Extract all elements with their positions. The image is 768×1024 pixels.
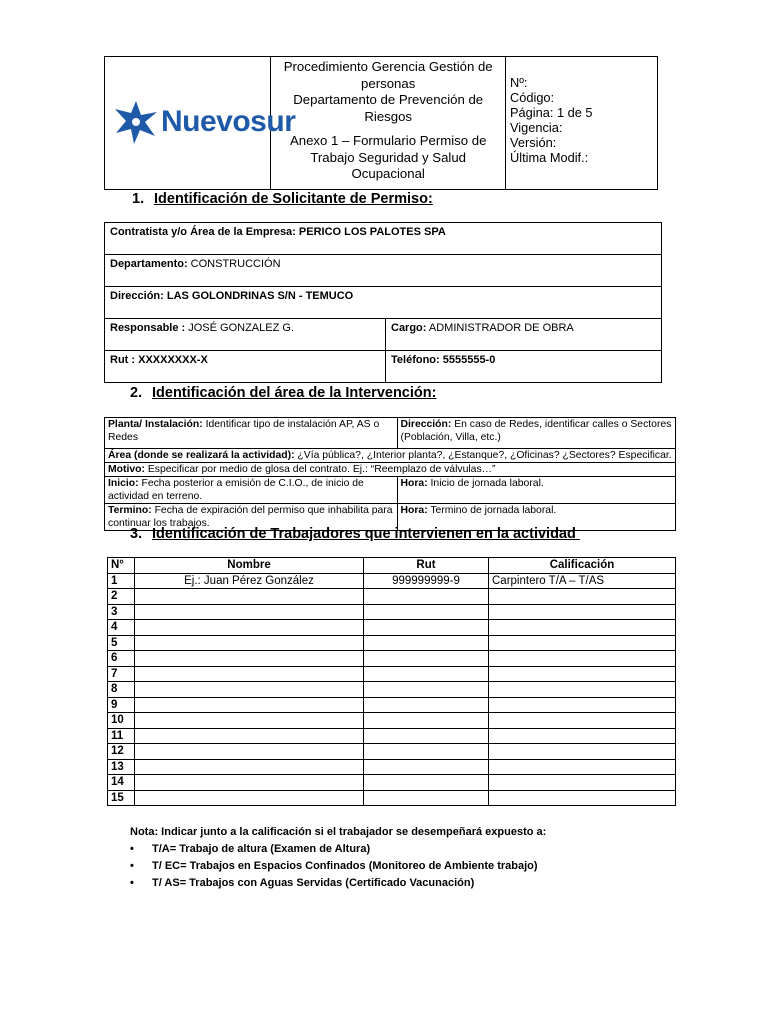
contratista-cell[interactable] [105, 223, 662, 255]
document-meta [506, 57, 658, 190]
row-nombre[interactable] [135, 589, 364, 605]
row-numero: 15 [108, 790, 135, 806]
row-nombre[interactable] [135, 604, 364, 620]
row-calificacion[interactable] [489, 682, 676, 698]
motivo-label: Motivo: [108, 464, 145, 475]
responsable-cell[interactable] [105, 319, 386, 351]
nota-item: • T/A= Trabajo de altura (Examen de Altura) [130, 841, 546, 858]
row-calificacion[interactable] [489, 666, 676, 682]
row-calificacion[interactable] [489, 728, 676, 744]
rut-label: Rut : XXXXXXXX-X [110, 354, 208, 366]
contratista-label: Contratista y/o Área de la Empresa: PERICO LOS PALOTES SPA [110, 226, 446, 238]
meta-version: Versión: [510, 135, 557, 150]
section-title-text: Identificación de Trabajadores que intervienen en la actividad [152, 526, 576, 542]
row-nombre[interactable] [135, 744, 364, 760]
section-number: 2. [130, 385, 143, 401]
title-line: Procedimiento Gerencia Gestión de [283, 59, 493, 74]
row-numero: 4 [108, 620, 135, 636]
table-row [108, 651, 676, 667]
title-line: personas [361, 75, 416, 91]
row-nombre[interactable] [135, 697, 364, 713]
row-calificacion[interactable] [489, 697, 676, 713]
table-row [108, 635, 676, 651]
row-nombre[interactable] [135, 790, 364, 806]
row-nombre[interactable] [135, 713, 364, 729]
motivo-value: Especificar por medio de glosa del contrato. Ej.: “Reemplazo de válvulas…” [144, 464, 496, 475]
table-row [108, 759, 676, 775]
meta-ultima-modif: Última Modif.: [510, 150, 589, 165]
area-label: Área (donde se realizará la actividad): [108, 450, 295, 461]
row-numero: 7 [108, 666, 135, 682]
row-numero: 3 [108, 604, 135, 620]
trabajadores-table [107, 557, 676, 806]
table-row [108, 666, 676, 682]
row-nombre[interactable] [135, 775, 364, 791]
document-header [104, 56, 658, 190]
section1-title [132, 191, 433, 207]
row-calificacion[interactable] [489, 620, 676, 636]
responsable-label: Responsable : [110, 322, 186, 334]
direccion-area-label: Dirección: [400, 419, 452, 430]
row-calificacion[interactable] [489, 604, 676, 620]
hora-termino-label: Hora: [400, 505, 428, 516]
row-nombre[interactable] [135, 682, 364, 698]
row-rut[interactable] [364, 790, 489, 806]
row-nombre[interactable] [135, 651, 364, 667]
table-row [108, 620, 676, 636]
row-numero: 1 [108, 573, 135, 589]
row-numero: 9 [108, 697, 135, 713]
hora-termino-value: Termino de jornada laboral. [427, 505, 557, 516]
column-header-rut: Rut [364, 558, 489, 574]
nota-item: • T/ AS= Trabajos con Aguas Servidas (Certificado Vacunación) [130, 875, 546, 892]
direccion-label: Dirección: LAS GOLONDRINAS S/N - TEMUCO [110, 290, 354, 302]
row-calificacion[interactable] [489, 790, 676, 806]
table-row [108, 697, 676, 713]
row-rut[interactable] [364, 759, 489, 775]
table-row [108, 682, 676, 698]
termino-value: Fecha de expiración del permiso que inhabilita para continuar los trabajos. [108, 505, 393, 529]
row-numero: 14 [108, 775, 135, 791]
row-rut[interactable] [364, 744, 489, 760]
document-title [271, 57, 506, 190]
table-row [108, 589, 676, 605]
title-line: Departamento de Prevención de [293, 92, 484, 107]
row-calificacion[interactable] [489, 759, 676, 775]
nota-intro: Nota: Indicar junto a la calificación si el trabajador se desempeñará expuesto a: [130, 826, 547, 838]
row-rut[interactable] [364, 682, 489, 698]
inicio-value: Fecha posterior a emisión de C.I.O., de inicio de actividad en terreno. [108, 478, 364, 502]
hora-inicio-value: Inicio de jornada laboral. [427, 478, 544, 489]
logo-text: Nuevosur [161, 105, 296, 138]
section-title-text: Identificación del área de la Intervención: [152, 385, 437, 401]
nota-list [130, 841, 546, 892]
row-calificacion[interactable] [489, 589, 676, 605]
departamento-label: Departamento: [110, 258, 188, 270]
responsable-value: JOSÉ GONZALEZ G. [185, 322, 294, 334]
rut-cell[interactable] [105, 351, 386, 383]
inicio-label: Inicio: [108, 478, 139, 489]
row-rut[interactable] [364, 697, 489, 713]
hora-inicio-cell[interactable] [397, 477, 675, 504]
solicitante-table [104, 222, 662, 383]
section-number: 3. [130, 526, 143, 542]
planta-value: Identificar tipo de instalación AP, AS o Redes [108, 419, 380, 443]
termino-label: Termino: [108, 505, 152, 516]
row-calificacion[interactable]: Carpintero T/A – T/AS [489, 573, 676, 589]
row-numero: 2 [108, 589, 135, 605]
section2-title [130, 385, 436, 401]
cargo-value: ADMINISTRADOR DE OBRA [426, 322, 574, 334]
title-line: Trabajo Seguridad y Salud [310, 149, 467, 165]
row-rut[interactable] [364, 728, 489, 744]
row-calificacion[interactable] [489, 713, 676, 729]
table-row [108, 573, 676, 589]
title-line: Riesgos [364, 108, 413, 124]
title-line: Ocupacional [351, 166, 425, 181]
meta-codigo: Código: [510, 90, 555, 105]
row-rut[interactable] [364, 635, 489, 651]
row-rut[interactable] [364, 620, 489, 636]
row-rut[interactable] [364, 589, 489, 605]
row-calificacion[interactable] [489, 775, 676, 791]
row-nombre[interactable] [135, 620, 364, 636]
direccion-area-cell[interactable] [397, 418, 675, 449]
row-numero: 13 [108, 759, 135, 775]
column-header-numero: N° [108, 558, 135, 574]
row-numero: 12 [108, 744, 135, 760]
star-icon [113, 99, 159, 145]
row-calificacion[interactable] [489, 635, 676, 651]
row-rut[interactable] [364, 775, 489, 791]
title-line: Anexo 1 – Formulario Permiso de [289, 133, 487, 148]
row-rut[interactable] [364, 604, 489, 620]
column-header-nombre: Nombre [135, 558, 364, 574]
row-numero: 5 [108, 635, 135, 651]
table-row [108, 728, 676, 744]
row-numero: 8 [108, 682, 135, 698]
nota [130, 824, 546, 892]
logo-cell [105, 57, 296, 190]
meta-vigencia: Vigencia: [510, 120, 563, 135]
table-row [108, 744, 676, 760]
row-nombre[interactable] [135, 759, 364, 775]
area-intervencion-table [104, 417, 676, 531]
area-value: ¿Vía pública?, ¿Interior planta?, ¿Estanque?, ¿Oficinas? ¿Sectores? Especificar. [294, 450, 672, 461]
departamento-value: CONSTRUCCIÓN [187, 258, 281, 270]
title-spacer [271, 125, 505, 133]
cargo-cell[interactable] [386, 319, 662, 351]
row-calificacion[interactable] [489, 744, 676, 760]
section-title-text: Identificación de Solicitante de Permiso: [154, 191, 433, 207]
inicio-cell[interactable] [105, 477, 398, 504]
section3-title [130, 526, 580, 542]
column-header-calificacion: Calificación [489, 558, 676, 574]
table-row [108, 775, 676, 791]
table-row [108, 790, 676, 806]
direccion-cell[interactable] [105, 287, 662, 319]
row-rut[interactable]: 999999999-9 [364, 573, 489, 589]
meta-pagina: Página: 1 de 5 [510, 105, 593, 120]
row-rut[interactable] [364, 651, 489, 667]
hora-inicio-label: Hora: [400, 478, 428, 489]
table-row [108, 604, 676, 620]
meta-numero: Nº: [510, 75, 528, 90]
direccion-area-value: En caso de Redes, identificar calles o Sectores (Población, Villa, etc.) [400, 419, 672, 443]
table-header-row [108, 558, 676, 574]
table-row [108, 713, 676, 729]
cargo-label: Cargo: [391, 322, 427, 334]
row-nombre[interactable] [135, 666, 364, 682]
telefono-cell[interactable] [386, 351, 662, 383]
area-cell[interactable] [105, 449, 676, 463]
departamento-cell[interactable] [105, 255, 662, 287]
trabajadores-body [108, 573, 676, 806]
row-calificacion[interactable] [489, 651, 676, 667]
telefono-label: Teléfono: 5555555-0 [391, 354, 496, 366]
motivo-cell[interactable] [105, 463, 676, 477]
row-nombre[interactable] [135, 635, 364, 651]
nota-item: • T/ EC= Trabajos en Espacios Confinados (Monitoreo de Ambiente trabajo) [130, 858, 546, 875]
row-numero: 10 [108, 713, 135, 729]
section-number: 1. [132, 191, 145, 207]
row-rut[interactable] [364, 713, 489, 729]
row-numero: 11 [108, 728, 135, 744]
row-nombre[interactable] [135, 728, 364, 744]
planta-cell[interactable] [105, 418, 398, 449]
row-rut[interactable] [364, 666, 489, 682]
row-numero: 6 [108, 651, 135, 667]
row-nombre[interactable]: Ej.: Juan Pérez González [135, 573, 364, 589]
planta-label: Planta/ Instalación: [108, 419, 203, 430]
company-logo [113, 99, 295, 145]
